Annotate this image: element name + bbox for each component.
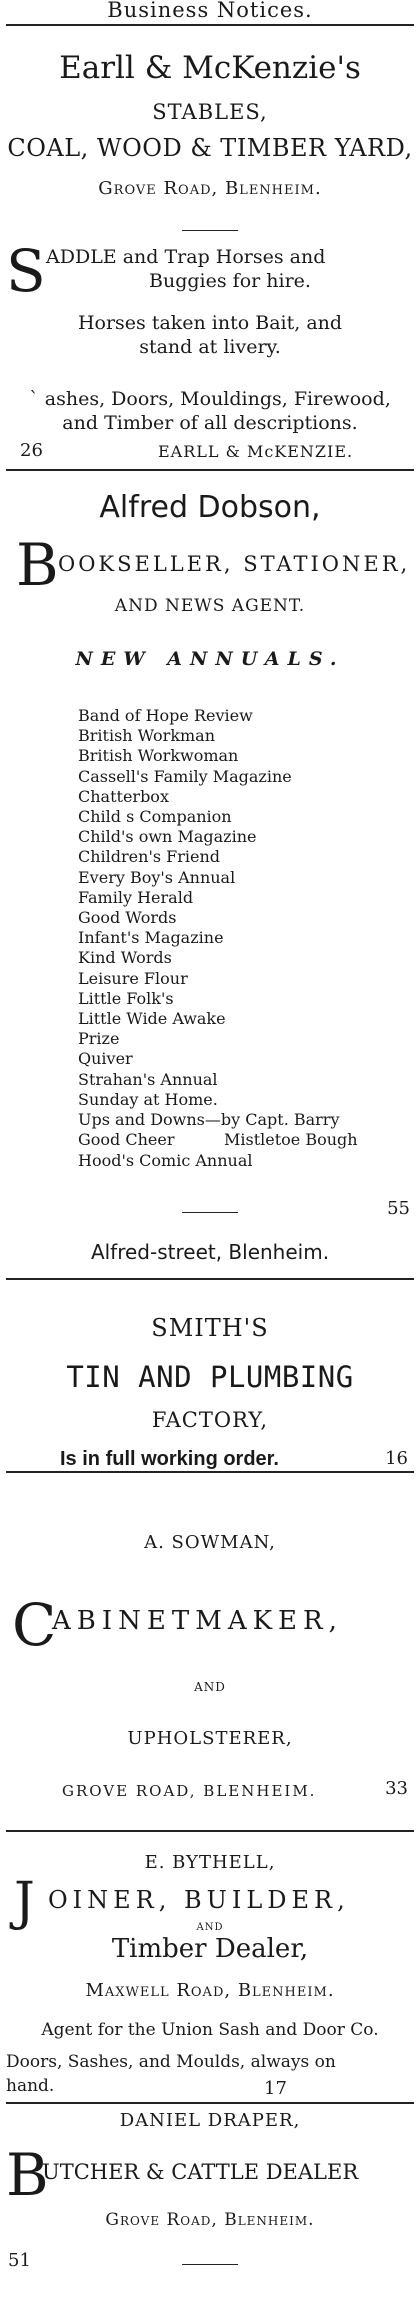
ad-earll-mckenzie-cont (6, 388, 414, 488)
list-item: Child's own Magazine (78, 827, 257, 847)
ad-signature: EARLL & McKENZIE. (158, 442, 354, 461)
ad-text: Horses taken into Bait, and (77, 312, 343, 334)
divider (6, 1278, 414, 1280)
ad-line: AND NEWS AGENT. (114, 596, 306, 616)
ad-smiths (6, 1284, 414, 1470)
ad-line: UPHOLSTERER, (127, 1728, 293, 1749)
divider (6, 1471, 414, 1473)
ad-number: 51 (8, 2250, 31, 2271)
list-item: Strahan's Annual (78, 1069, 218, 1089)
ad-title: Earll & McKenzie's (59, 50, 361, 86)
ad-line: FACTORY, (151, 1408, 269, 1432)
ad-line: COAL, WOOD & TIMBER YARD, (7, 134, 413, 162)
drop-cap: C (12, 1591, 57, 1659)
list-item: Child s Companion (78, 807, 232, 827)
short-rule (182, 2264, 238, 2265)
list-item: Quiver (78, 1049, 133, 1069)
list-item: Prize (78, 1029, 120, 1049)
ad-address: GROVE ROAD, BLENHEIM. (62, 1782, 317, 1800)
ad-line: ABINETMAKER, (52, 1606, 343, 1636)
ad-number: 33 (385, 1778, 408, 1799)
list-item: British Workman (78, 726, 216, 746)
ad-line: OINER, BUILDER, (48, 1886, 350, 1914)
list-item: Little Wide Awake (78, 1009, 226, 1029)
ad-title: SMITH'S (151, 1314, 269, 1342)
list-item: Leisure Flour (78, 968, 188, 988)
ad-text: ` ashes, Doors, Mouldings, Firewood, (29, 388, 391, 410)
drop-cap: S (6, 237, 46, 305)
ad-title: Alfred Dobson, (99, 490, 321, 525)
ad-title: DANIEL DRAPER, (119, 2110, 301, 2131)
list-item: Hood's Comic Annual (78, 1151, 253, 1170)
list-item: Infant's Magazine (78, 928, 224, 948)
list-item: Sunday at Home. (78, 1089, 218, 1109)
page-title: Business Notices. (107, 0, 313, 22)
list-item: Good Cheer (78, 1130, 175, 1149)
ad-text: ADDLE and Trap Horses and (46, 246, 326, 268)
ad-line: STABLES, (152, 100, 268, 124)
ad-sowman (6, 1478, 414, 1798)
drop-cap: B (6, 2141, 49, 2209)
divider (6, 1830, 414, 1832)
ad-address: Grove Road, Blenheim. (105, 2210, 315, 2230)
ad-line: TIN AND PLUMBING (66, 1360, 354, 1394)
ad-line: OOKSELLER, STATIONER, (58, 552, 411, 576)
ad-number: 55 (387, 1198, 410, 1219)
divider (6, 2102, 414, 2104)
list-item: Good Words (78, 908, 177, 928)
list-item: Ups and Downs—by Capt. Barry (78, 1110, 340, 1130)
ad-address: Grove Road, Blenheim. (98, 178, 322, 199)
ad-text: Agent for the Union Sash and Door Co. (41, 2020, 379, 2040)
list-item: British Workwoman (78, 746, 239, 766)
ad-text: and Timber of all descriptions. (62, 412, 358, 434)
list-item: Little Folk's (78, 988, 174, 1008)
list-item: Family Herald (78, 887, 194, 907)
conjunction: AND (196, 1922, 224, 1933)
ad-draper (6, 2106, 414, 2318)
list-item: Every Boy's Annual (78, 867, 236, 887)
ad-alfred-dobson (6, 476, 414, 1276)
list-item: Cassell's Family Magazine (78, 766, 292, 786)
list-item: Band of Hope Review (78, 706, 253, 725)
ad-title: E. BYTHELL, (144, 1852, 276, 1873)
ad-text: Buggies for hire. (149, 270, 311, 292)
ad-address: Alfred-street, Blenheim. (90, 1240, 330, 1264)
short-rule (182, 1212, 238, 1213)
ad-title: A. SOWMAN, (144, 1532, 276, 1553)
ad-number: 17 (264, 2078, 287, 2099)
ad-text: hand. (6, 2076, 55, 2096)
ad-address: Maxwell Road, Blenheim. (85, 1980, 335, 2001)
drop-cap: B (16, 531, 59, 599)
ad-text: Doors, Sashes, and Moulds, always on (6, 2052, 336, 2072)
divider (6, 24, 414, 26)
ad-number: 26 (20, 440, 43, 461)
annuals-list (78, 706, 414, 1130)
section-header (6, 0, 414, 20)
ad-line: Is in full working order. (60, 1448, 279, 1470)
ad-earll-mckenzie (6, 30, 414, 382)
short-rule (182, 230, 238, 231)
list-item: Kind Words (78, 948, 172, 968)
drop-cap: J (14, 1872, 35, 1932)
ad-number: 16 (385, 1448, 408, 1469)
list-item: Children's Friend (78, 847, 221, 867)
divider (6, 469, 414, 471)
ad-line: UTCHER & CATTLE DEALER (42, 2160, 359, 2184)
list-item: Chatterbox (78, 786, 169, 806)
list-item: Mistletoe Bough (224, 1130, 358, 1149)
ad-line: Timber Dealer, (111, 1934, 309, 1964)
list-heading: NEW ANNUALS. (75, 648, 345, 670)
ad-text: stand at livery. (139, 336, 281, 358)
conjunction: AND (194, 1680, 226, 1694)
